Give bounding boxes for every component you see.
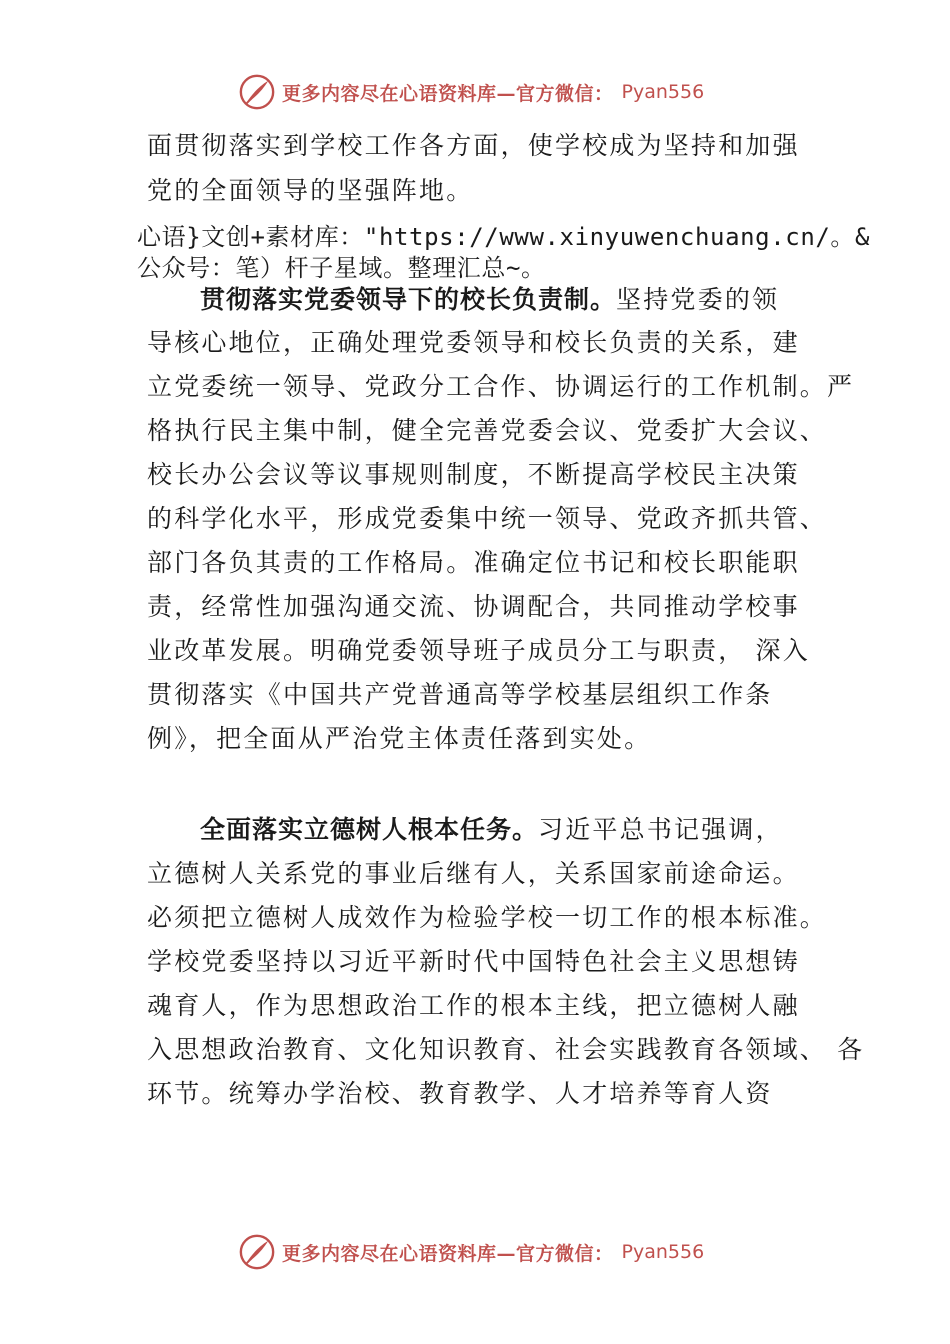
intro-line-2: 党的全面领导的坚强阵地。	[147, 176, 474, 205]
watermark-line-2: 公众号：笔）杆子星域。整理汇总~。	[137, 254, 546, 282]
section2-line: 立德树人关系党的事业后继有人，关系国家前途命运。	[147, 859, 800, 888]
section1-line: 责，经常性加强沟通交流、协调配合，共同推动学校事	[147, 592, 800, 621]
section1-line: 导核心地位，正确处理党委领导和校长负责的关系，建	[147, 328, 800, 357]
intro-line-1: 面贯彻落实到学校工作各方面，使学校成为坚持和加强	[147, 131, 800, 160]
section2-line: 环节。统筹办学治校、教育教学、人才培养等育人资	[147, 1079, 773, 1108]
section2-first-line	[200, 817, 783, 842]
section1-line: 校长办公会议等议事规则制度，不断提高学校民主决策	[147, 460, 800, 489]
watermark-line-1: 心语}文创+素材库："https://www.xinyuwenchuang.cn/。&	[137, 223, 871, 251]
quill-logo-icon	[238, 73, 276, 111]
section1-line: 格执行民主集中制，健全完善党委会议、党委扩大会议、	[147, 416, 828, 445]
section1-line: 例》，把全面从严治党主体责任落到实处。	[147, 724, 652, 753]
section2-line1-rest: 习近平总书记强调，	[538, 815, 783, 844]
banner-text: 更多内容尽在心语资料库—官方微信：	[282, 1242, 614, 1265]
section1-line: 的科学化水平，形成党委集中统一领导、党政齐抓共管、	[147, 504, 828, 533]
section1-line1-rest: 坚持党委的领	[616, 285, 780, 314]
section2-line: 必须把立德树人成效作为检验学校一切工作的根本标准。	[147, 903, 828, 932]
banner-text: 更多内容尽在心语资料库—官方微信：	[282, 82, 614, 105]
section1-first-line	[200, 287, 779, 312]
section1-line: 贯彻落实《中国共产党普通高等学校基层组织工作条	[147, 680, 773, 709]
section2-line: 入思想政治教育、文化知识教育、社会实践教育各领域、 各	[147, 1035, 865, 1064]
quill-logo-icon	[238, 1233, 276, 1271]
section2-line: 魂育人，作为思想政治工作的根本主线，把立德树人融	[147, 991, 800, 1020]
wechat-id: Pyan556	[621, 1241, 705, 1263]
wechat-id: Pyan556	[621, 81, 705, 103]
header-banner	[238, 72, 758, 112]
section1-heading: 贯彻落实党委领导下的校长负责制。	[200, 285, 617, 314]
footer-banner	[238, 1232, 758, 1272]
section2-line: 学校党委坚持以习近平新时代中国特色社会主义思想铸	[147, 947, 800, 976]
section2-heading: 全面落实立德树人根本任务。	[200, 815, 539, 844]
section1-line: 部门各负其责的工作格局。准确定位书记和校长职能职	[147, 548, 800, 577]
section1-line: 业改革发展。明确党委领导班子成员分工与职责， 深入	[147, 636, 810, 665]
section1-line: 立党委统一领导、党政分工合作、协调运行的工作机制。严	[147, 372, 855, 401]
